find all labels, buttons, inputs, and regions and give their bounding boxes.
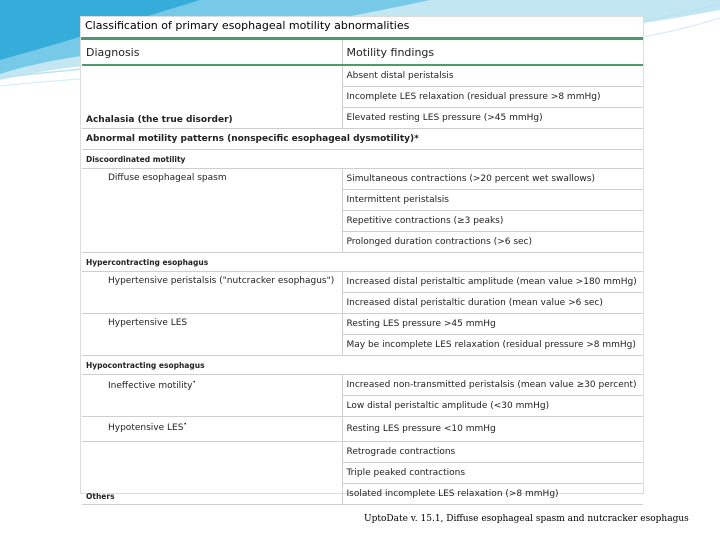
finding-cell: Absent distal peristalsis <box>342 65 643 87</box>
finding-cell: Low distal peristaltic amplitude (<30 mmHg) <box>342 396 643 417</box>
footnote-mark: • <box>183 421 187 428</box>
hypotensive-les-label: Hypotensive LES <box>108 423 184 433</box>
diagnosis-hypotensive-les <box>82 417 342 442</box>
subsection-discoordinated: Discoordinated motility <box>82 150 643 169</box>
motility-table <box>82 40 643 505</box>
diagnosis-diffuse-spasm: Diffuse esophageal spasm <box>82 169 342 253</box>
diagnosis-ineffective-motility <box>82 375 342 417</box>
diagnosis-others: Others <box>82 442 342 505</box>
finding-cell: May be incomplete LES relaxation (residual pressure >8 mmHg) <box>342 335 643 356</box>
table-row <box>82 442 643 463</box>
header-row <box>82 40 643 65</box>
finding-cell: Triple peaked contractions <box>342 463 643 484</box>
diagnosis-achalasia: Achalasia (the true disorder) <box>82 65 342 129</box>
header-diagnosis: Diagnosis <box>82 40 342 65</box>
table-row <box>82 169 643 190</box>
section-abnormal-patterns: Abnormal motility patterns (nonspecific esophageal dysmotility)* <box>82 129 643 150</box>
table-row <box>82 375 643 396</box>
finding-cell: Intermittent peristalsis <box>342 190 643 211</box>
finding-cell: Resting LES pressure >45 mmHg <box>342 314 643 335</box>
diagnosis-hypertensive-les: Hypertensive LES <box>82 314 342 356</box>
finding-cell: Resting LES pressure <10 mmHg <box>342 417 643 442</box>
finding-cell: Increased non-transmitted peristalsis (mean value ≥30 percent) <box>342 375 643 396</box>
finding-cell: Repetitive contractions (≥3 peaks) <box>342 211 643 232</box>
finding-cell: Incomplete LES relaxation (residual pressure >8 mmHg) <box>342 87 643 108</box>
header-findings: Motility findings <box>342 40 643 65</box>
finding-cell: Prolonged duration contractions (>6 sec) <box>342 232 643 253</box>
ineffective-motility-label: Ineffective motility <box>108 381 193 391</box>
table-row <box>82 272 643 293</box>
section-row <box>82 129 643 150</box>
subsection-hypercontracting: Hypercontracting esophagus <box>82 253 643 272</box>
table-row <box>82 314 643 335</box>
table-row <box>82 417 643 442</box>
table-title: Classification of primary esophageal motility abnormalities <box>85 19 410 32</box>
footnote-mark: • <box>192 379 197 386</box>
finding-cell: Increased distal peristaltic duration (mean value >6 sec) <box>342 293 643 314</box>
subsection-row <box>82 356 643 375</box>
finding-cell: Elevated resting LES pressure (>45 mmHg) <box>342 108 643 129</box>
classification-card <box>80 16 644 501</box>
finding-cell: Simultaneous contractions (>20 percent wet swallows) <box>342 169 643 190</box>
finding-cell: Increased distal peristaltic amplitude (mean value >180 mmHg) <box>342 272 643 293</box>
subsection-hypocontracting: Hypocontracting esophagus <box>82 356 643 375</box>
subsection-row <box>82 150 643 169</box>
finding-cell: Isolated incomplete LES relaxation (>8 mmHg) <box>342 484 643 505</box>
subsection-row <box>82 253 643 272</box>
source-citation: UptoDate v. 15.1, Diffuse esophageal spasm and nutcracker esophagus <box>364 514 689 524</box>
finding-cell: Retrograde contractions <box>342 442 643 463</box>
table-row <box>82 65 643 87</box>
diagnosis-hypertensive-peristalsis: Hypertensive peristalsis ("nutcracker esophagus") <box>82 272 342 314</box>
